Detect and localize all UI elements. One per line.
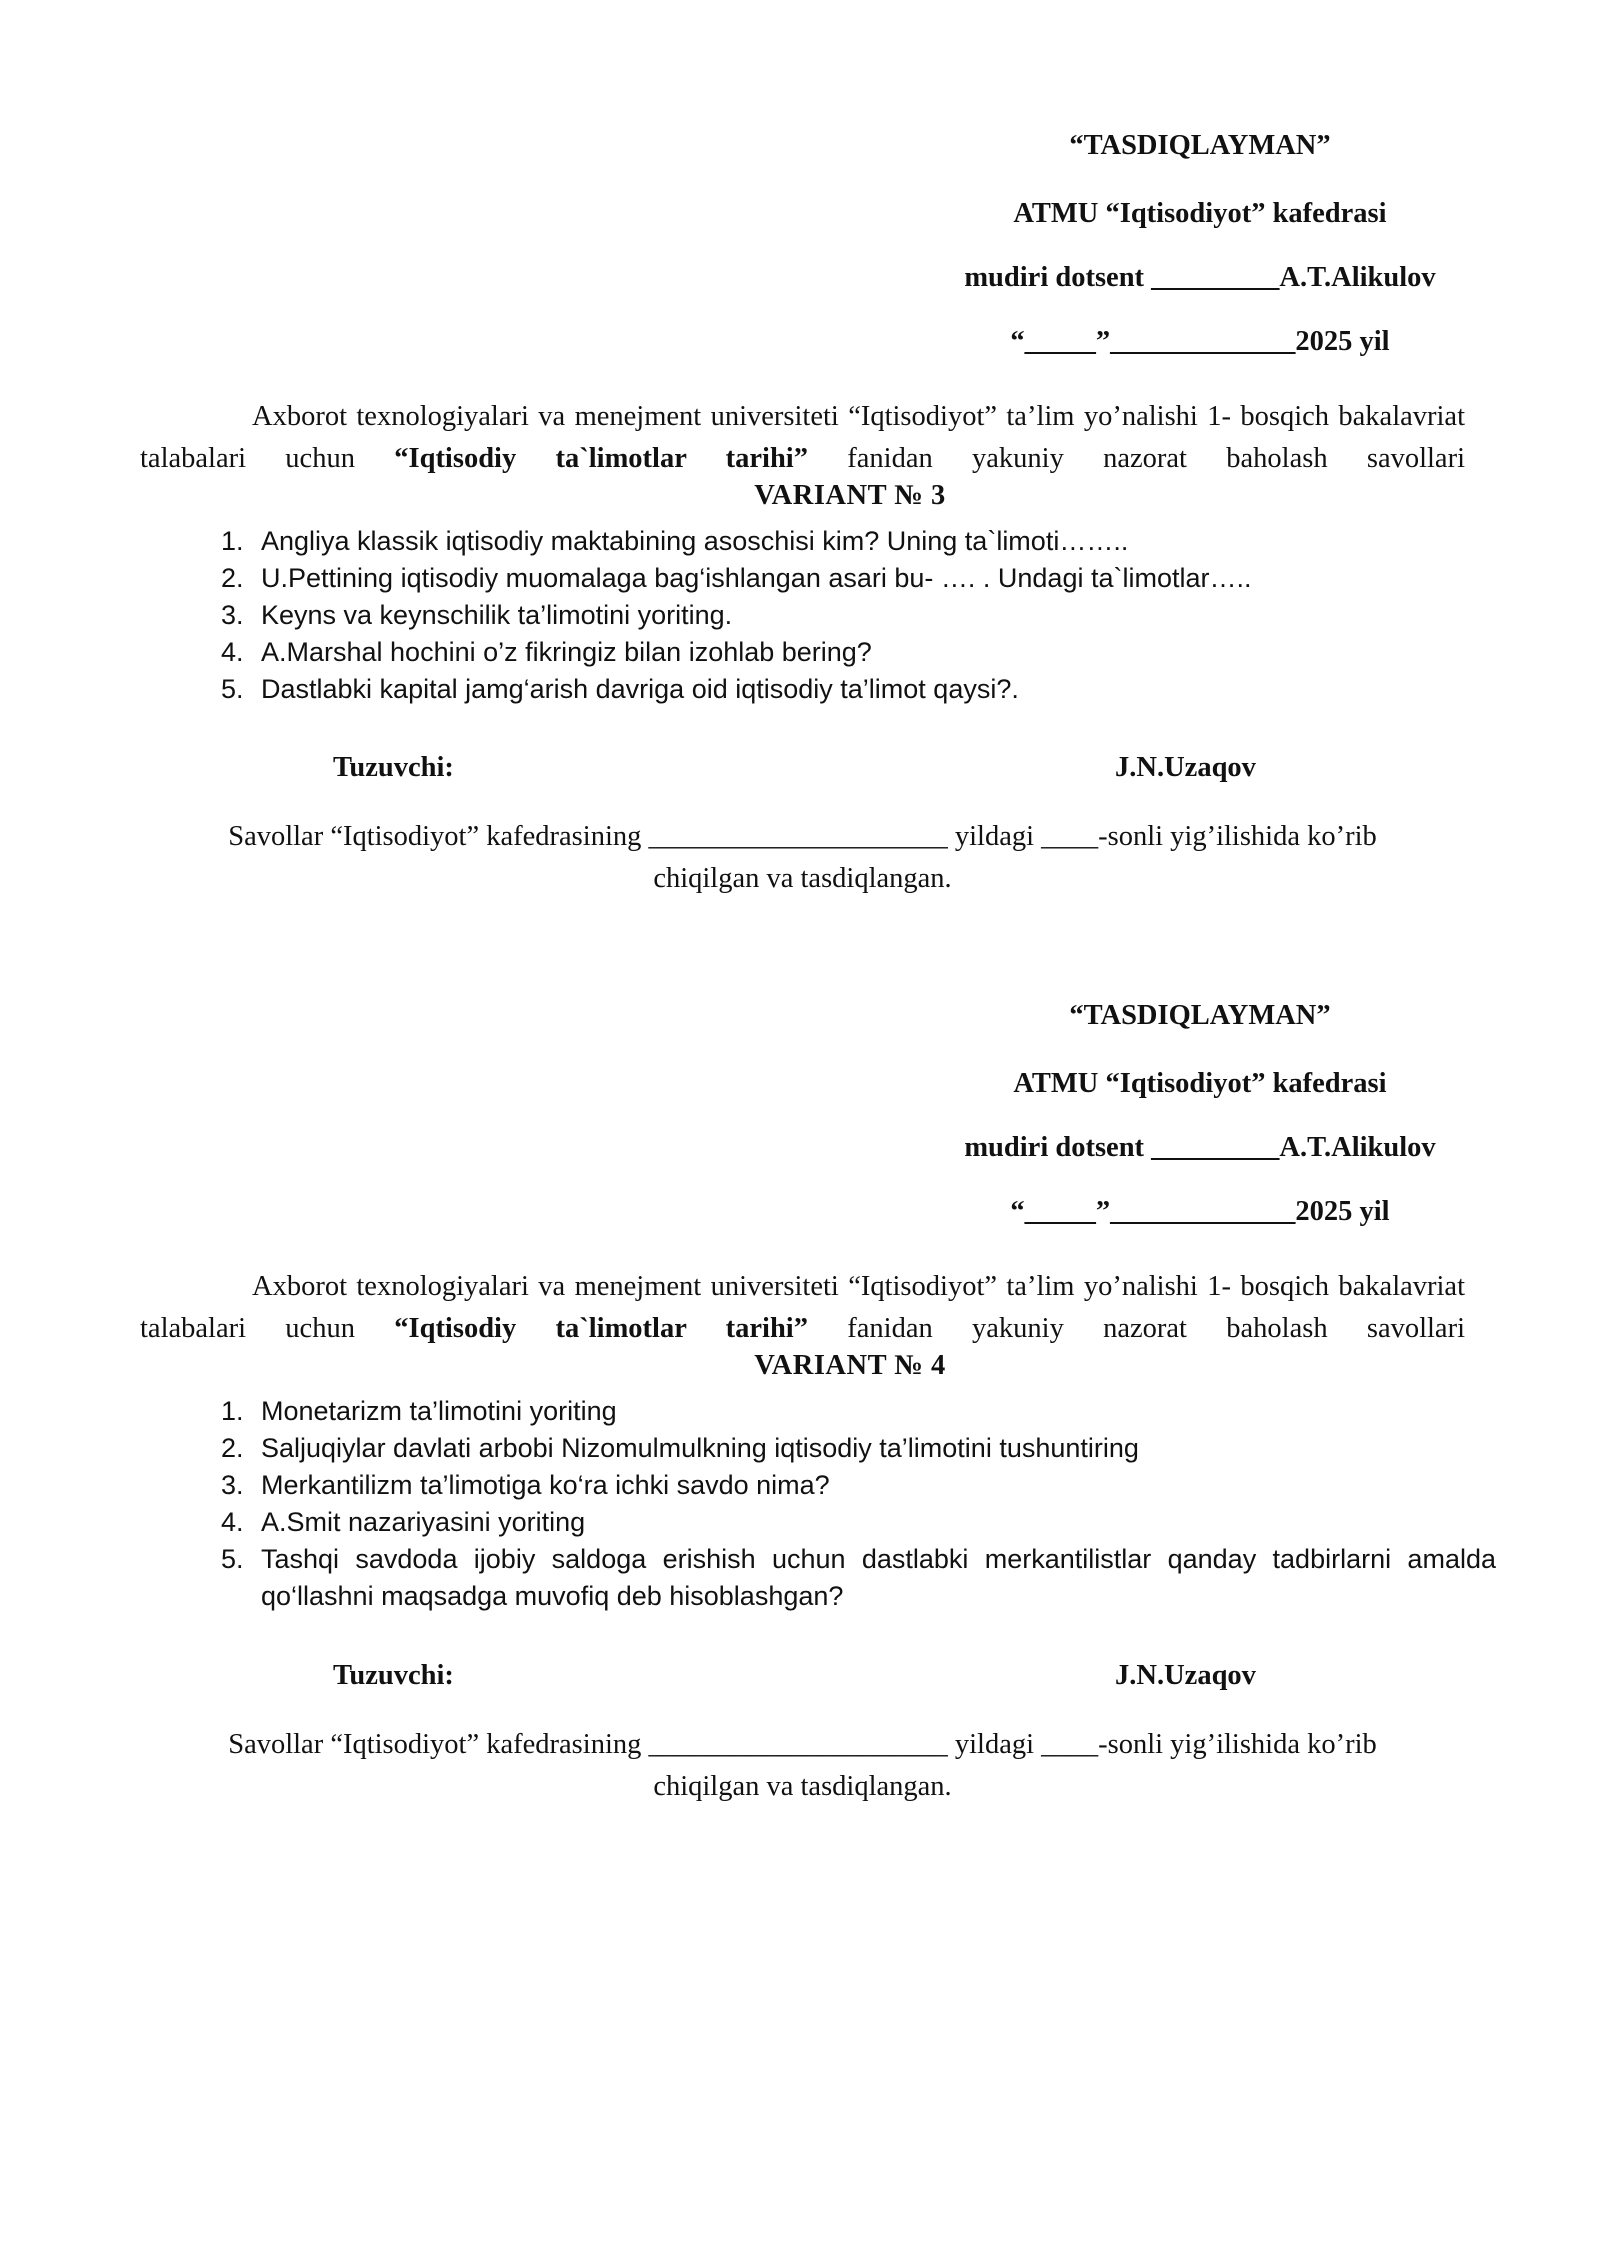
question-number: 3. (221, 1470, 244, 1500)
question-number: 1. (221, 526, 244, 556)
question-number: 4. (221, 637, 244, 667)
question-number: 5. (221, 1544, 244, 1574)
compiler-name: J.N.Uzaqov (1115, 1660, 1256, 1691)
question-text: Saljuqiylar davlati arbobi Nizomulmulkning iqtisodiy ta’limotini tushuntiring (261, 1433, 1139, 1463)
variant-title: VARIANT № 4 (754, 1350, 946, 1381)
approval-title: “TASDIQLAYMAN” (1069, 1000, 1331, 1031)
question-item (221, 1504, 1496, 1541)
intro-text-before: Axborot texnologiyalari va menejment universiteti “Iqtisodiyot” ta’lim yo’nalishi 1- bosqich bakalavriat talabalari uchun (140, 401, 1465, 474)
intro-text-after: fanidan yakuniy nazorat baholash savollari (807, 443, 1465, 474)
footer-line-2: chiqilgan va tasdiqlangan. (653, 863, 952, 894)
compiler-label: Tuzuvchi: (333, 1660, 454, 1691)
question-text: Tashqi savdoda ijobiy saldoga erishish uchun dastlabki merkantilistlar qanday tadbirlarni amalda qo‘llashni maqsadga muvofiq deb hisoblashgan? (261, 1544, 1496, 1611)
intro-text-after: fanidan yakuniy nazorat baholash savollari (807, 1313, 1465, 1344)
question-item (221, 1430, 1496, 1467)
approval-department: ATMU “Iqtisodiyot” kafedrasi (1013, 1068, 1387, 1099)
question-text: Monetarizm ta’limotini yoriting (261, 1396, 617, 1426)
compiler-name: J.N.Uzaqov (1115, 752, 1256, 783)
question-item (221, 597, 1496, 634)
approval-block (0, 118, 1600, 368)
approval-footer (140, 816, 1465, 900)
question-item (221, 671, 1496, 708)
question-text: Angliya klassik iqtisodiy maktabining asoschisi kim? Uning ta`limoti…….. (261, 526, 1129, 556)
footer-line-1: Savollar “Iqtisodiyot” kafedrasining _____________________ yildagi ____-sonli yig’ilishida ko’rib (228, 1729, 1377, 1760)
question-text: A.Smit nazariyasini yoriting (261, 1507, 586, 1537)
question-number: 2. (221, 563, 244, 593)
question-number: 3. (221, 600, 244, 630)
question-number: 5. (221, 674, 244, 704)
question-item (221, 1393, 1496, 1430)
intro-text-before: Axborot texnologiyalari va menejment universiteti “Iqtisodiyot” ta’lim yo’nalishi 1- bosqich bakalavriat talabalari uchun (140, 1271, 1465, 1344)
approval-title: “TASDIQLAYMAN” (1069, 130, 1331, 161)
variant-3-section (0, 118, 1600, 894)
question-list (221, 523, 1496, 708)
question-text: Dastlabki kapital jamg‘arish davriga oid iqtisodiy ta’limot qaysi?. (261, 674, 1019, 704)
question-number: 1. (221, 1396, 244, 1426)
approval-department: ATMU “Iqtisodiyot” kafedrasi (1013, 198, 1387, 229)
approval-footer (140, 1724, 1465, 1808)
question-item (221, 634, 1496, 671)
subject-title: “Iqtisodiy ta`limotlar tarihi” (394, 443, 808, 474)
approval-date: “_____”_____________2025 yil (1010, 326, 1390, 357)
subject-title: “Iqtisodiy ta`limotlar tarihi” (394, 1313, 808, 1344)
question-item (221, 1541, 1496, 1615)
question-text: U.Pettining iqtisodiy muomalaga bag‘ishlangan asari bu- …. . Undagi ta`limotlar….. (261, 563, 1252, 593)
question-text: Merkantilizm ta’limotiga ko‘ra ichki savdo nima? (261, 1470, 830, 1500)
question-number: 2. (221, 1433, 244, 1463)
intro-paragraph (140, 1266, 1465, 1350)
question-text: A.Marshal hochini o’z fikringiz bilan izohlab bering? (261, 637, 872, 667)
footer-line-2: chiqilgan va tasdiqlangan. (653, 1771, 952, 1802)
variant-4-section (0, 988, 1600, 1802)
approval-head: mudiri dotsent _________A.T.Alikulov (964, 262, 1436, 293)
question-list (221, 1393, 1496, 1615)
approval-block (0, 988, 1600, 1238)
question-item (221, 560, 1496, 597)
approval-date: “_____”_____________2025 yil (1010, 1196, 1390, 1227)
question-item (221, 523, 1496, 560)
question-item (221, 1467, 1496, 1504)
intro-paragraph (140, 396, 1465, 480)
approval-head: mudiri dotsent _________A.T.Alikulov (964, 1132, 1436, 1163)
footer-line-1: Savollar “Iqtisodiyot” kafedrasining _____________________ yildagi ____-sonli yig’ilishida ko’rib (228, 821, 1377, 852)
compiler-label: Tuzuvchi: (333, 752, 454, 783)
question-text: Keyns va keynschilik ta’limotini yoriting. (261, 600, 733, 630)
question-number: 4. (221, 1507, 244, 1537)
variant-title: VARIANT № 3 (754, 480, 946, 511)
